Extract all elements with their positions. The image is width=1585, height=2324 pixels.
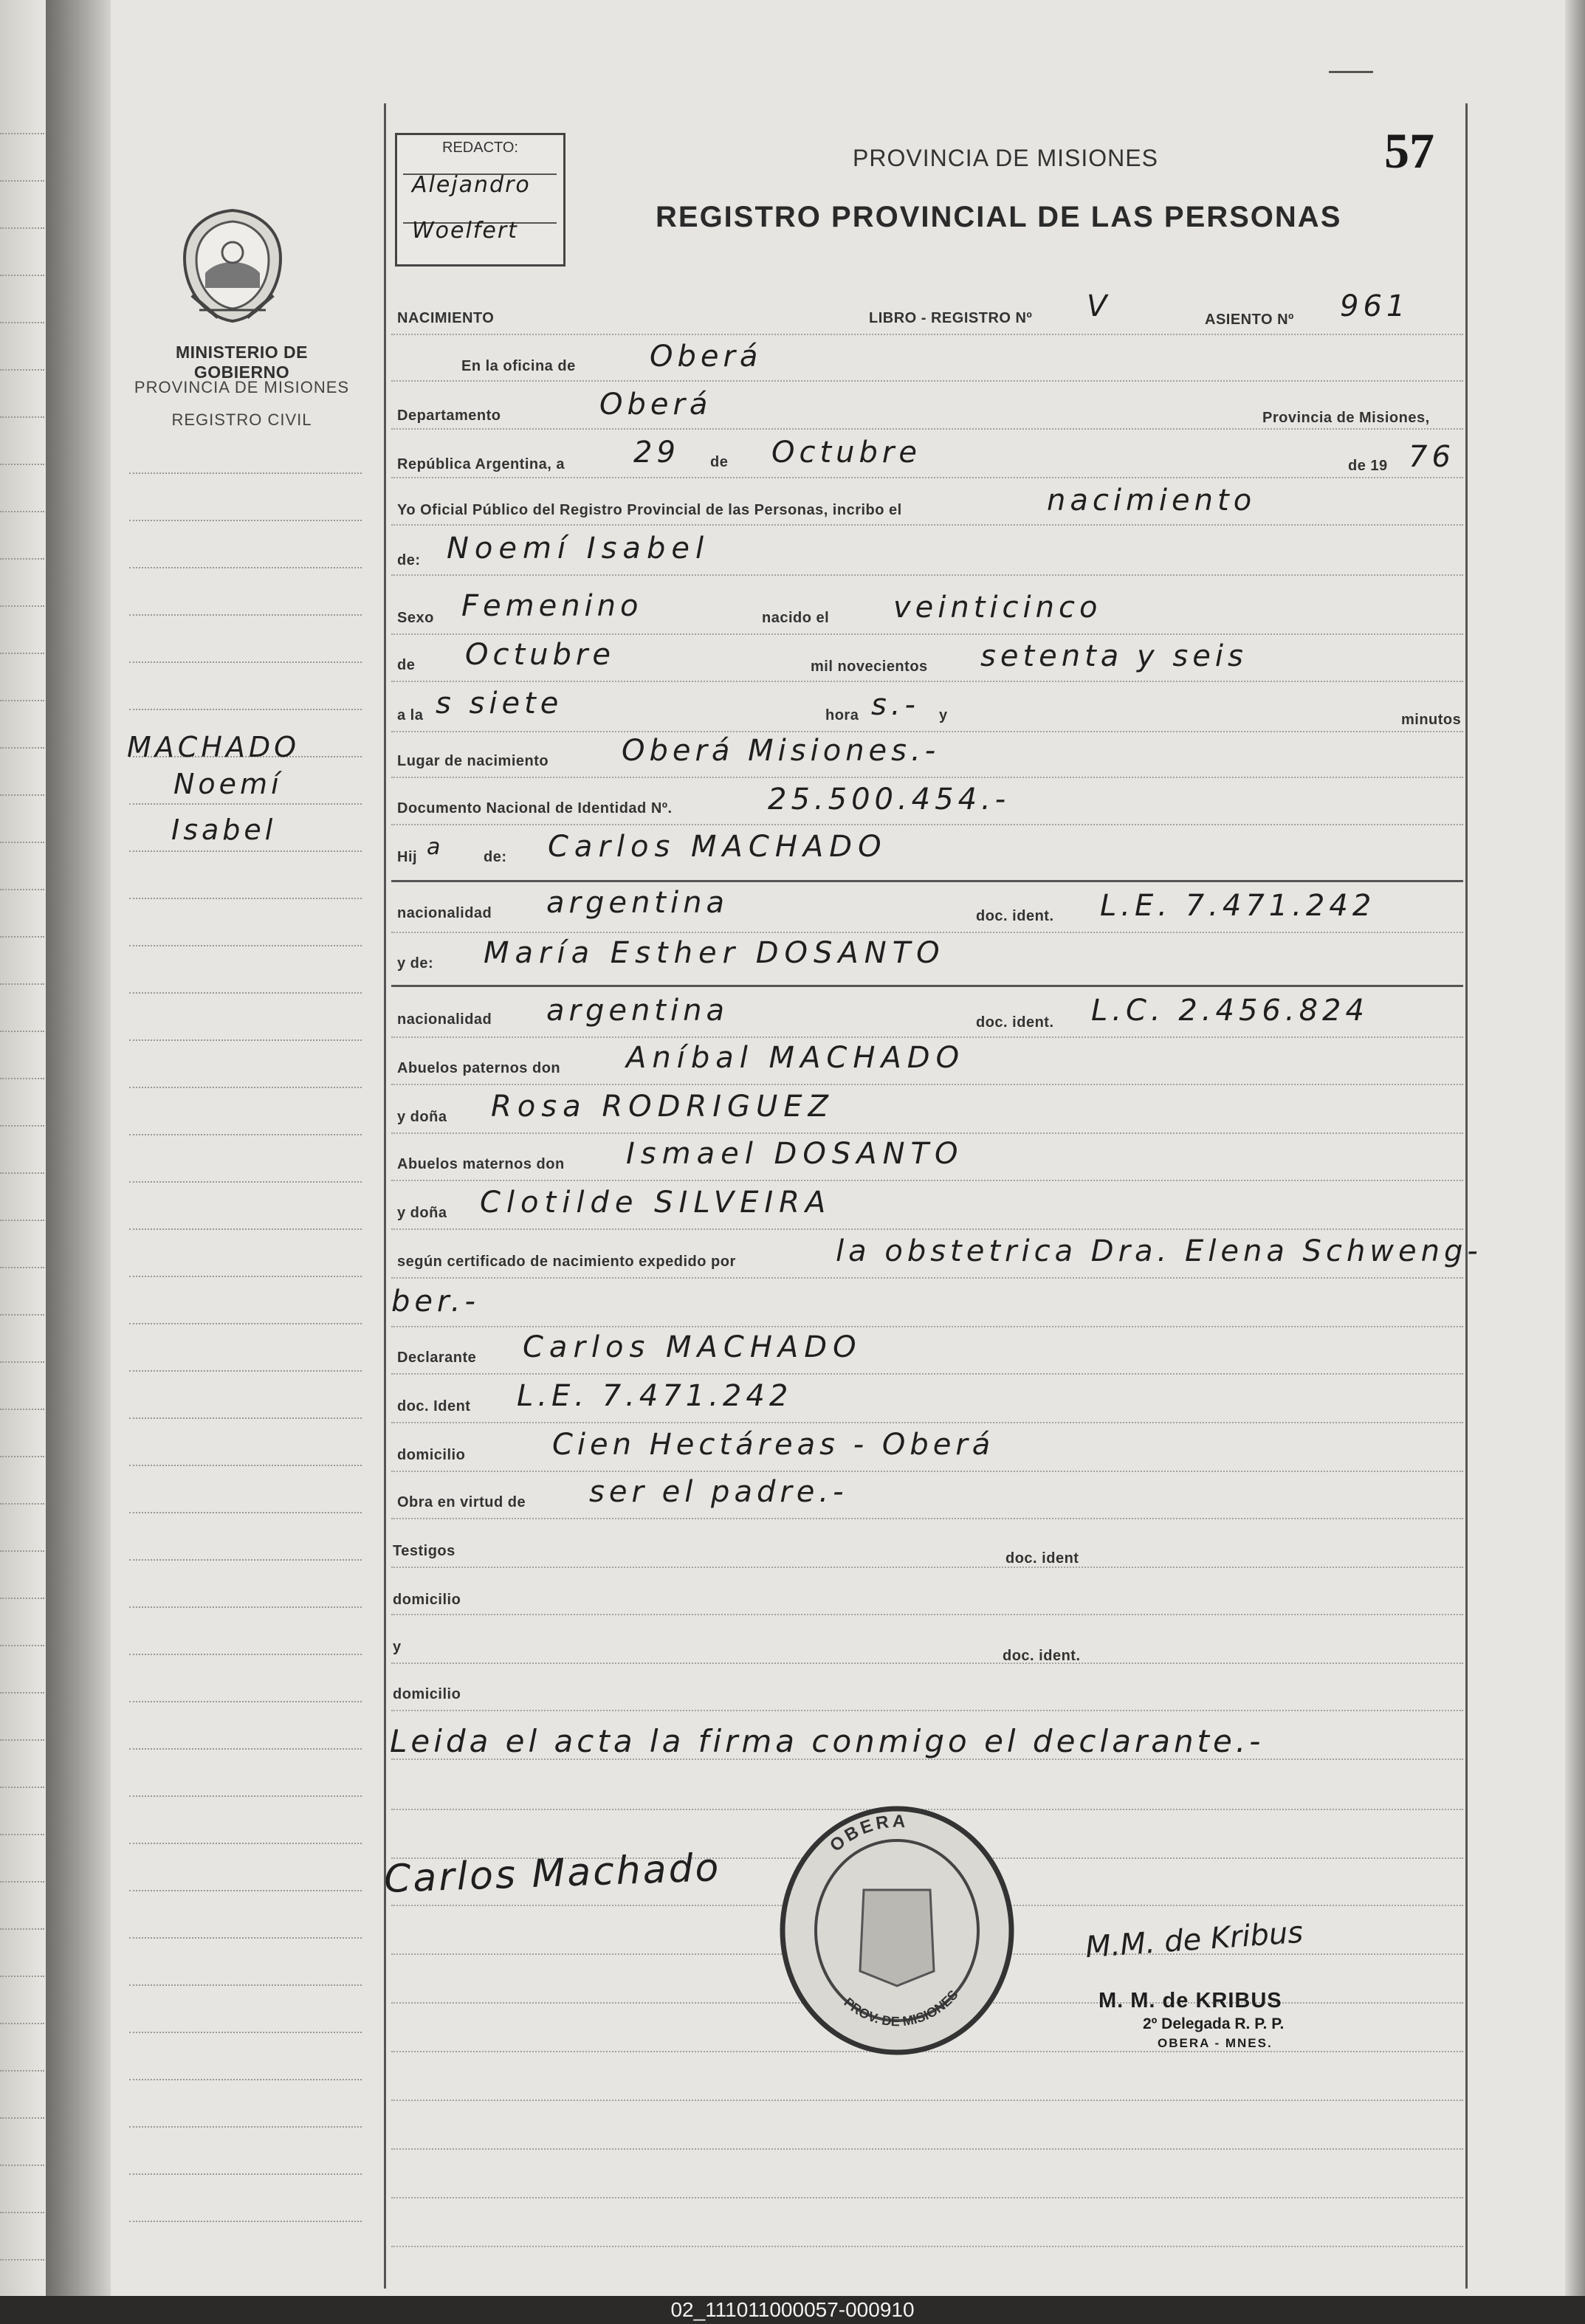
ruled-line [391, 524, 1463, 526]
margin-ruled-line [129, 472, 362, 474]
value-doc-padre: L.E. 7.471.242 [1100, 889, 1376, 923]
margin-ruled-line [129, 661, 362, 663]
label-de-padre: de: [484, 849, 507, 865]
label-y-dona-materna: y doña [397, 1205, 447, 1221]
value-nacionalidad-madre: argentina [546, 994, 729, 1028]
margin-ruled-line [129, 1984, 362, 1986]
label-de-mes: de [397, 657, 416, 673]
label-y-de-madre: y de: [397, 955, 434, 972]
margin-ruled-line [129, 1465, 362, 1466]
value-asiento: 961 [1340, 289, 1410, 323]
previous-page-line [0, 1834, 44, 1835]
label-doc-ident-madre: doc. ident. [976, 1014, 1054, 1031]
margin-ruled-line [129, 1937, 362, 1939]
previous-page-line [0, 1031, 44, 1032]
margin-ruled-line [129, 567, 362, 568]
value-padre: Carlos MACHADO [548, 830, 887, 864]
margin-ruled-line [129, 1134, 362, 1135]
ruled-line [391, 2100, 1463, 2101]
margin-ruled-line [129, 2173, 362, 2175]
margin-ruled-line [129, 2221, 362, 2222]
value-oficina: Oberá [650, 340, 763, 374]
registro-civil: REGISTRO CIVIL [171, 410, 312, 429]
ruled-line [391, 2148, 1463, 2150]
label-hora: hora [825, 707, 859, 723]
document-title: REGISTRO PROVINCIAL DE LAS PERSONAS [656, 201, 1342, 233]
value-sexo: Femenino [461, 589, 643, 623]
value-nacionalidad-padre: argentina [546, 886, 729, 920]
margin-ruled-line [129, 520, 362, 521]
ruled-line [391, 731, 1463, 732]
value-madre: María Esther DOSANTO [484, 936, 946, 970]
ruled-line [391, 1663, 1463, 1664]
margin-ruled-line [129, 1228, 362, 1230]
label-lugar: Lugar de nacimiento [397, 753, 549, 769]
previous-page-line [0, 1787, 44, 1788]
previous-page-line [0, 1456, 44, 1457]
seal-top-text: OBERA [826, 1811, 909, 1856]
margin-first-name: Noemí [173, 768, 283, 800]
value-doc-declarante: L.E. 7.471.242 [517, 1379, 793, 1413]
margin-ruled-line [129, 1559, 362, 1561]
previous-page-line [0, 416, 44, 418]
label-a-la: a la [397, 707, 424, 723]
label-de-19: de 19 [1348, 458, 1388, 474]
margin-ruled-line [129, 2126, 362, 2128]
margin-ruled-line [129, 1606, 362, 1608]
margin-second-name: Isabel [171, 814, 277, 846]
label-mil-novecientos: mil novecientos [811, 659, 928, 675]
ruled-line [391, 334, 1463, 335]
top-mark [1329, 71, 1373, 73]
label-libro: LIBRO - REGISTRO Nº [869, 310, 1033, 326]
ruled-line [391, 1036, 1463, 1038]
margin-ruled-line [129, 1843, 362, 1844]
margin-ruled-line [129, 614, 362, 616]
label-y-testigo: y [393, 1639, 402, 1655]
previous-page-line [0, 558, 44, 560]
previous-page-line [0, 1881, 44, 1883]
official-title: 2º Delegada R. P. P. [1143, 2015, 1285, 2032]
margin-ruled-line [129, 1087, 362, 1088]
page-number: 57 [1384, 123, 1434, 179]
previous-page-line [0, 1409, 44, 1410]
seal-bottom-text: PROV. DE MISIONES [841, 1987, 961, 2029]
ruled-line [391, 380, 1463, 382]
official-signature: M.M. de Kribus [1084, 1915, 1304, 1965]
previous-page-line [0, 1739, 44, 1741]
label-domicilio: domicilio [397, 1447, 466, 1463]
ruled-line [391, 1422, 1463, 1423]
value-dia: 29 [633, 436, 680, 470]
margin-ruled-line [129, 1890, 362, 1891]
previous-page-line [0, 1503, 44, 1505]
previous-page-line [0, 1220, 44, 1221]
value-abuelo-materno: Ismael DOSANTO [626, 1137, 964, 1171]
label-minutos: minutos [1401, 712, 1462, 728]
label-nacimiento: NACIMIENTO [397, 310, 495, 326]
book-gutter [46, 0, 112, 2296]
ruled-line [391, 777, 1463, 778]
previous-page-line [0, 275, 44, 276]
ruled-line [391, 824, 1463, 825]
previous-page-line [0, 889, 44, 890]
previous-page-line [0, 1125, 44, 1127]
previous-page-line [0, 464, 44, 465]
label-yo-oficial: Yo Oficial Público del Registro Provincial de las Personas, incribo el [397, 502, 902, 518]
ruled-line [391, 477, 1463, 478]
value-hora-letras: s siete [436, 687, 563, 721]
margin-ruled-line [129, 1795, 362, 1797]
value-lugar: Oberá Misiones.- [622, 734, 941, 768]
redacto-name-1: Alejandro [412, 172, 531, 198]
value-nacido-el: veinticinco [893, 591, 1102, 625]
value-hijo-suffix: a [427, 834, 445, 860]
value-acto: nacimiento [1047, 484, 1256, 518]
page-edge [1565, 0, 1585, 2296]
margin-ruled-line [129, 1181, 362, 1183]
declarant-signature: Carlos Machado [383, 1846, 722, 1902]
ruled-line [391, 2197, 1463, 2198]
ruled-line [391, 1180, 1463, 1181]
label-doc-ident-testigo: doc. ident [1005, 1550, 1079, 1567]
ruled-line [391, 1471, 1463, 1472]
previous-page-line [0, 1361, 44, 1363]
ruled-line [391, 1567, 1463, 1568]
ruled-line [391, 574, 1463, 576]
previous-page-line [0, 1928, 44, 1930]
label-doc-ident-declarante: doc. Ident [397, 1398, 471, 1414]
label-republica: República Argentina, a [397, 456, 565, 472]
ruled-line [391, 1277, 1463, 1279]
previous-page-line [0, 2212, 44, 2213]
previous-page-line [0, 1645, 44, 1646]
label-nacido-el: nacido el [762, 610, 830, 626]
ministry-province: PROVINCIA DE MISIONES [134, 378, 350, 396]
label-obra: Obra en virtud de [397, 1494, 526, 1510]
ruled-line [391, 932, 1463, 933]
label-de: de [710, 454, 729, 470]
label-oficina: En la oficina de [461, 358, 576, 374]
margin-ruled-line [129, 945, 362, 946]
margin-ruled-line [129, 1370, 362, 1372]
previous-page-line [0, 133, 44, 134]
label-nacionalidad-padre: nacionalidad [397, 905, 492, 921]
ruled-line [391, 1614, 1463, 1615]
label-asiento: ASIENTO Nº [1205, 312, 1294, 328]
label-documento: Documento Nacional de Identidad Nº. [397, 800, 673, 817]
ruled-line [391, 681, 1463, 682]
ruled-line [391, 1228, 1463, 1230]
margin-ruled-line [129, 992, 362, 994]
ruled-line [391, 1132, 1463, 1134]
margin-ruled-line [129, 1276, 362, 1277]
previous-page-line [0, 2165, 44, 2166]
label-testigos: Testigos [393, 1543, 455, 1559]
redacto-name-2: Woelfert [412, 218, 518, 244]
margin-ruled-line [129, 1039, 362, 1041]
margin-ruled-line [129, 1701, 362, 1702]
ministry-name: MINISTERIO DE GOBIERNO [175, 343, 308, 382]
previous-page-line [0, 700, 44, 701]
previous-page-line [0, 794, 44, 796]
previous-page-line [0, 180, 44, 182]
value-libro: V [1087, 289, 1112, 323]
value-mes-nacimiento: Octubre [465, 638, 615, 672]
margin-ruled-line [129, 1417, 362, 1419]
value-abuela-paterna: Rosa RODRIGUEZ [491, 1090, 834, 1124]
label-sexo: Sexo [397, 610, 434, 626]
previous-page-line [0, 1692, 44, 1694]
value-departamento: Oberá [599, 388, 712, 422]
previous-page-line [0, 1598, 44, 1599]
province-heading: PROVINCIA DE MISIONES [853, 145, 1158, 171]
province-coat-of-arms-icon [177, 207, 288, 325]
previous-page-line [0, 1267, 44, 1268]
value-declarante: Carlos MACHADO [523, 1330, 862, 1364]
margin-ruled-line [129, 898, 362, 899]
ruled-line [391, 1084, 1463, 1085]
redacto-label: REDACTO: [442, 140, 518, 156]
label-de-nombre: de: [397, 552, 421, 568]
official-seal-icon [775, 1801, 1019, 2060]
value-doc-madre: L.C. 2.456.824 [1091, 994, 1369, 1028]
previous-page-line [0, 1550, 44, 1552]
label-abuelos-maternos: Abuelos maternos don [397, 1156, 565, 1172]
value-leida: Leida el acta la firma conmigo el declarante.- [390, 1723, 1265, 1759]
label-segun-certificado: según certificado de nacimiento expedido por [397, 1254, 736, 1270]
previous-page-line [0, 2070, 44, 2072]
previous-page-line [0, 1078, 44, 1079]
label-y-dona-paterna: y doña [397, 1109, 447, 1125]
margin-ruled-line [129, 1748, 362, 1750]
margin-ruled-line [129, 2079, 362, 2080]
margin-ruled-line [129, 2032, 362, 2033]
previous-page-line [0, 1976, 44, 1977]
value-hora: s.- [871, 688, 920, 722]
margin-ruled-line [129, 803, 362, 805]
official-place: OBERA - MNES. [1158, 2036, 1273, 2050]
previous-page-line [0, 842, 44, 843]
value-abuelo-paterno: Aníbal MACHADO [626, 1041, 966, 1075]
label-nacionalidad-madre: nacionalidad [397, 1011, 492, 1028]
previous-page-line [0, 1172, 44, 1174]
label-provincia-misiones: Provincia de Misiones, [1262, 410, 1430, 426]
value-certificado-2: ber.- [391, 1285, 480, 1319]
label-domicilio-testigo: domicilio [393, 1592, 461, 1608]
previous-page-line [0, 369, 44, 371]
redacto-box [395, 133, 565, 267]
previous-page-line [0, 747, 44, 749]
margin-surname: MACHADO [127, 731, 300, 763]
value-nombre: Noemí Isabel [447, 532, 710, 565]
image-id-footer: 02_111011000057-000910 [0, 2296, 1585, 2324]
label-declarante: Declarante [397, 1350, 477, 1366]
value-certificado-1: la obstetrica Dra. Elena Schweng- [836, 1234, 1482, 1268]
previous-page-line [0, 511, 44, 512]
label-y: y [939, 707, 948, 723]
ruled-line [391, 1326, 1463, 1327]
ruled-line [391, 633, 1463, 635]
label-departamento: Departamento [397, 408, 501, 424]
value-domicilio: Cien Hectáreas - Oberá [552, 1428, 995, 1462]
previous-page-line [0, 653, 44, 654]
label-abuelos-paternos: Abuelos paternos don [397, 1060, 561, 1076]
value-anio-letras: setenta y seis [980, 639, 1248, 673]
margin-ruled-line [129, 1323, 362, 1324]
margin-ruled-line [129, 1654, 362, 1655]
previous-page-line [0, 2023, 44, 2024]
previous-page-line [0, 1314, 44, 1316]
label-hij: Hij [397, 849, 418, 865]
value-abuela-materna: Clotilde SILVEIRA [480, 1186, 832, 1220]
margin-ruled-line [129, 709, 362, 710]
ruled-line [391, 1710, 1463, 1711]
value-dni: 25.500.454.- [768, 783, 1011, 817]
margin-ruled-line [129, 850, 362, 852]
margin-ruled-line [129, 1512, 362, 1513]
label-domicilio-testigo-2: domicilio [393, 1686, 461, 1702]
right-column-rule [1465, 103, 1468, 2289]
previous-page-line [0, 322, 44, 323]
value-anio: 76 [1409, 440, 1455, 474]
previous-page-line [0, 983, 44, 985]
ruled-line [391, 428, 1463, 430]
previous-page-line [0, 2259, 44, 2261]
previous-page-line [0, 936, 44, 938]
previous-page-line [0, 227, 44, 229]
label-doc-ident-testigo-2: doc. ident. [1003, 1648, 1081, 1664]
value-mes: Octubre [771, 436, 921, 470]
previous-page-edge [0, 0, 47, 2296]
ruled-line [391, 1373, 1463, 1375]
value-obra: ser el padre.- [589, 1475, 848, 1509]
ruled-line [391, 2246, 1463, 2247]
official-name: M. M. de KRIBUS [1099, 1989, 1282, 2012]
previous-page-line [0, 2117, 44, 2119]
left-column-rule [384, 103, 386, 2289]
previous-page-line [0, 605, 44, 607]
ruled-line [391, 1518, 1463, 1519]
label-doc-ident-padre: doc. ident. [976, 908, 1054, 924]
